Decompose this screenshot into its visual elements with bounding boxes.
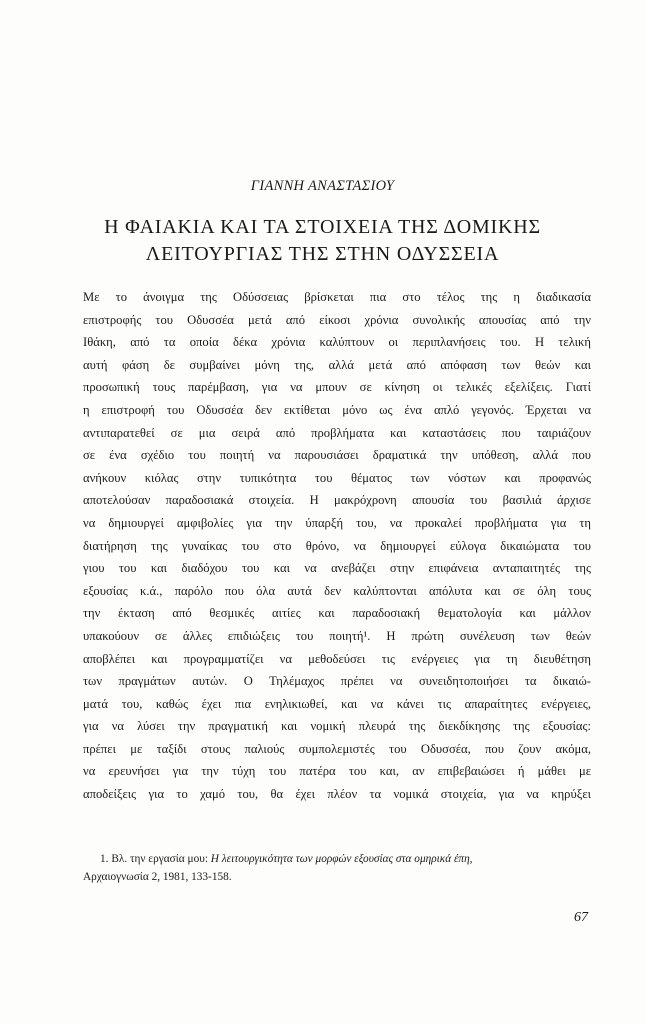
body-line: να ερευνήσει για την τύχη του πατέρα του και, αν επιβεβαιώσει ή μάθει με (83, 764, 591, 779)
body-line: ματά του, καθώς έχει πια ενηλικιωθεί, και να κάνει τις απαραίτητες ενέργειες, (83, 696, 591, 711)
body-line: αποβλέπει και προγραμματίζει να μεθοδεύσει τις ενέργειες για τη διευθέτηση (83, 651, 591, 666)
body-line: για να λύσει την πραγματική και νομική πλευρά της διεκδίκησης της εξουσίας: (83, 719, 591, 734)
body-line: αυτή φάση δε συμβαίνει μόνη της, αλλά μετά από απόφαση των θεών και (83, 357, 591, 372)
body-line: αποτελούσαν παραδοσιακά στοιχεία. Η μακρόχρονη απουσία του βασιλιά άρχισε (83, 493, 591, 508)
author-name: ΓΙΑΝΝΗ ΑΝΑΣΤΑΣΙΟΥ (250, 178, 395, 194)
body-line: η επιστροφή του Οδυσσέα δεν εκτίθεται μόνο ως ένα απλό γεγονός. Έρχεται να (83, 402, 591, 417)
body-line: πρέπει με ταξίδι στους παλιούς συμπολεμιστές του Οδυσσέα, που ζουν ακόμα, (83, 741, 591, 756)
body-line: να δημιουργεί αμφιβολίες για την ύπαρξή του, να προκαλεί προβλήματα για τη (83, 515, 591, 530)
body-line: αποδείξεις για το χαμό του, θα έχει πλέον τα νομικά στοιχεία, για να κηρύξει (83, 787, 591, 802)
body-line: Με το άνοιγμα της Οδύσσειας βρίσκεται πια στο τέλος της η διαδικασία (83, 290, 591, 304)
body-line: εξουσίας κ.ά., παρόλο που όλα αυτά δεν καλύπτονται απόλυτα και σε όλη τους (83, 583, 591, 598)
body-line: διατήρηση της γυναίκας του στο θρόνο, να δημιουργεί εύλογα δικαιώματα του (83, 538, 591, 553)
body-line: γιου του και διαδόχου του και να ανεβάζει στην επιφάνεια ανταπαιτητές της (83, 561, 591, 576)
body-line: προσωπική τους παρέμβαση, για να μπουν σε κίνηση οι τελικές εξελίξεις. Γιατί (83, 380, 591, 395)
body-line: την έκταση από θεσμικές αιτίες και παραδοσιακή θεματολογία και μάλλον (83, 606, 591, 621)
article-title (0, 214, 645, 268)
footnote-line-2: Αρχαιογνωσία 2, 1981, 133-158. (83, 871, 232, 883)
footnote-line-1 (83, 850, 591, 868)
title-line: Η ΦΑΙΑΚΙΑ ΚΑΙ ΤΑ ΣΤΟΙΧΕΙΑ ΤΗΣ ΔΟΜΙΚΗΣ (104, 216, 541, 238)
title-line: ΛΕΙΤΟΥΡΓΙΑΣ ΤΗΣ ΣΤΗΝ ΟΔΥΣΣΕΙΑ (145, 243, 500, 265)
body-line: επιστροφής του Οδυσσέα μετά από είκοσι χρόνια συνολικής απουσίας από την (83, 312, 591, 327)
body-line: ανήκουν κιόλας στην τυπικότητα του θέματος των νόστων και προφανώς (83, 470, 591, 485)
footnote (83, 850, 591, 886)
body-paragraph (83, 286, 591, 806)
footnote-cited-title: Η λειτουργικότητα των μορφών εξουσίας στα ομηρικά έπη, (210, 853, 473, 865)
body-line: Ιθάκη, από τα οποία δέκα χρόνια καλύπτουν οι περιπλανήσεις του. Η τελική (83, 335, 591, 350)
footnote-number: 1. (100, 853, 109, 865)
body-line: σε ένα σχέδιο του ποιητή να παρουσιάσει δραματικά την υπόθεση, αλλά που (83, 448, 591, 463)
body-line: των πραγμάτων αυτών. Ο Τηλέμαχος πρέπει να συνειδητοποιήσει τα δικαιώ- (83, 674, 591, 689)
body-line: υπακούουν σε άλλες επιδιώξεις του ποιητή¹. Η πρώτη συνέλευση των θεών (83, 628, 591, 643)
page-number: 67 (574, 910, 588, 925)
footnote-prefix: Βλ. την εργασία μου: (111, 853, 208, 865)
body-line: αντιπαρατεθεί σε μια σειρά από προβλήματα και καταστάσεις που ταιριάζουν (83, 425, 591, 440)
